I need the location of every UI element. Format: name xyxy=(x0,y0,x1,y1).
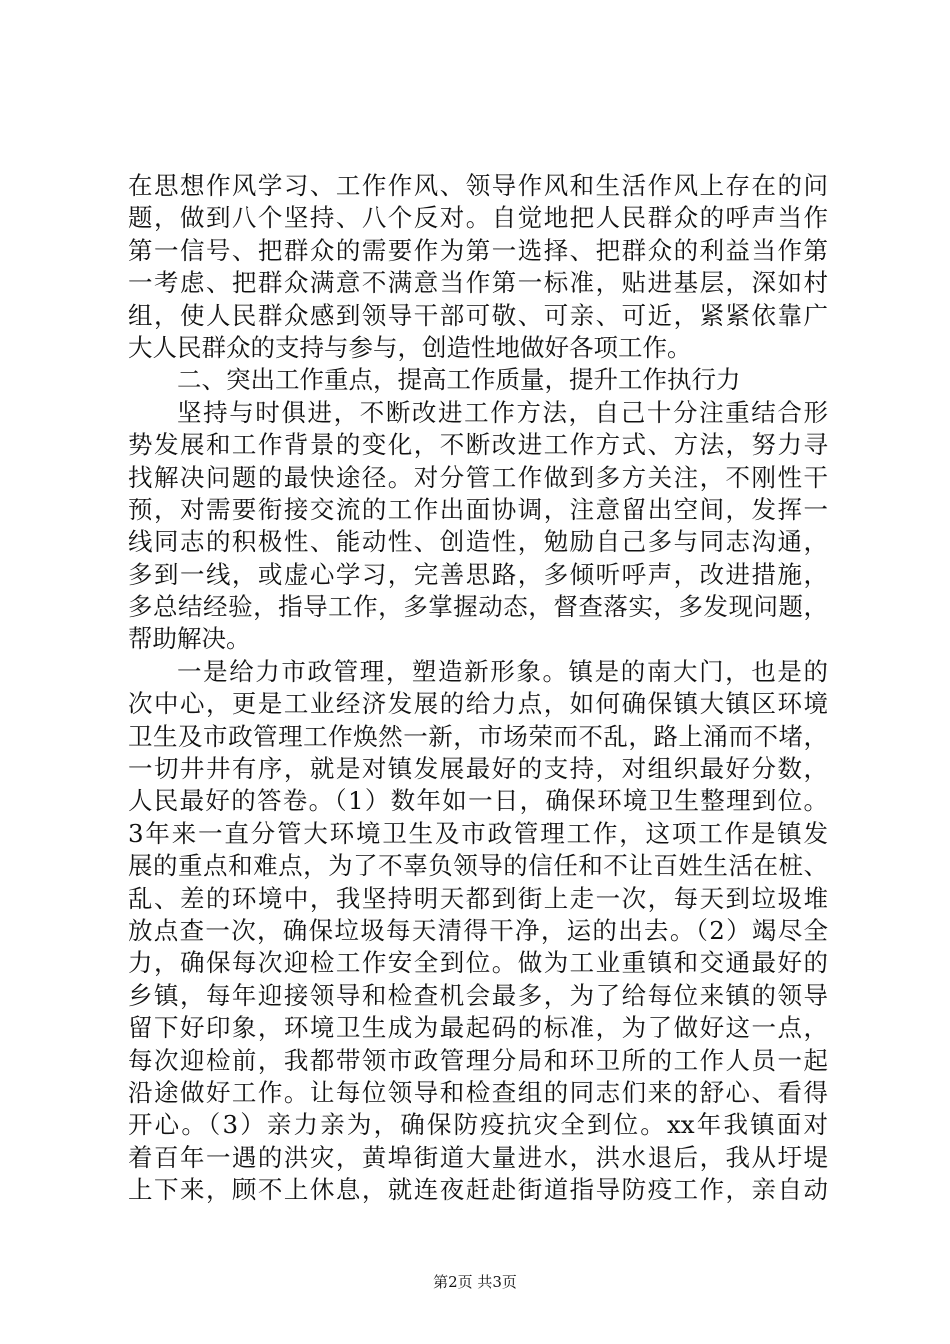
text-line: 在思想作风学习、工作作风、领导作风和生活作风上存在的问 xyxy=(128,171,828,200)
text-line: 组，使人民群众感到领导干部可敬、可亲、可近，紧紧依靠广 xyxy=(128,300,828,330)
text-line: 找解决问题的最快途径。对分管工作做到多方关注，不刚性干 xyxy=(128,462,828,492)
text-line: 次中心，更是工业经济发展的给力点，如何确保镇大镇区环境 xyxy=(128,689,828,719)
text-line: 势发展和工作背景的变化，不断改进工作方式、方法，努力寻 xyxy=(128,430,828,460)
text-line: 预，对需要衔接交流的工作出面协调，注意留出空间，发挥一 xyxy=(128,494,828,524)
text-line: 多到一线，或虚心学习，完善思路，多倾听呼声，改进措施， xyxy=(128,559,828,589)
text-line: 乡镇，每年迎接领导和检查机会最多，为了给每位来镇的领导 xyxy=(128,980,828,1010)
text-line: 人民最好的答卷。（1）数年如一日，确保环境卫生整理到位。 xyxy=(128,786,828,816)
text-line: 题，做到八个坚持、八个反对。自觉地把人民群众的呼声当作 xyxy=(128,203,828,233)
text-line: 每次迎检前，我都带领市政管理分局和环卫所的工作人员一起 xyxy=(128,1045,828,1075)
text-line: 一是给力市政管理，塑造新形象。镇是的南大门，也是的 xyxy=(177,656,828,686)
text-line: 大人民群众的支持与参与，创造性地做好各项工作。 xyxy=(128,332,692,362)
text-line: 力，确保每次迎检工作安全到位。做为工业重镇和交通最好的 xyxy=(128,948,828,978)
text-line: 乱、差的环境中，我坚持明天都到街上走一次，每天到垃圾堆 xyxy=(128,883,828,913)
text-line: 一切井井有序，就是对镇发展最好的支持，对组织最好分数， xyxy=(128,754,828,784)
text-line: 着百年一遇的洪灾，黄埠街道大量进水，洪水退后，我从圩堤 xyxy=(128,1142,828,1172)
page-footer: 第2页 共3页 xyxy=(433,1273,517,1291)
text-line: 展的重点和难点，为了不辜负领导的信任和不让百姓生活在桩、 xyxy=(128,851,828,881)
text-line: 第一信号、把群众的需要作为第一选择、把群众的利益当作第 xyxy=(128,235,828,265)
text-line: 沿途做好工作。让每位领导和检查组的同志们来的舒心、看得 xyxy=(128,1077,828,1107)
text-line: 开心。（3）亲力亲为，确保防疫抗灾全到位。xx年我镇面对 xyxy=(128,1110,828,1140)
document-body xyxy=(128,170,828,1207)
text-line: 留下好印象，环境卫生成为最起码的标准，为了做好这一点， xyxy=(128,1013,828,1043)
text-line: 放点查一次，确保垃圾每天清得干净，运的出去。（2）竭尽全 xyxy=(128,915,828,945)
text-line: 一考虑、把群众满意不满意当作第一标准，贴进基层，深如村 xyxy=(128,268,828,298)
text-line: 线同志的积极性、能动性、创造性，勉励自己多与同志沟通， xyxy=(128,527,828,557)
text-line: 多总结经验，指导工作，多掌握动态，督查落实，多发现问题， xyxy=(128,592,828,622)
text-line: 二、突出工作重点，提高工作质量，提升工作执行力 xyxy=(177,365,741,395)
text-line: 卫生及市政管理工作焕然一新，市场荣而不乱，路上涌而不堵， xyxy=(128,721,828,751)
text-line: 坚持与时俱进，不断改进工作方法，自己十分注重结合形 xyxy=(177,397,828,427)
text-line: 上下来，顾不上休息，就连夜赶赴街道指导防疫工作，亲自动 xyxy=(128,1175,828,1205)
text-line: 3年来一直分管大环境卫生及市政管理工作，这项工作是镇发 xyxy=(128,818,828,848)
text-line: 帮助解决。 xyxy=(128,624,251,654)
